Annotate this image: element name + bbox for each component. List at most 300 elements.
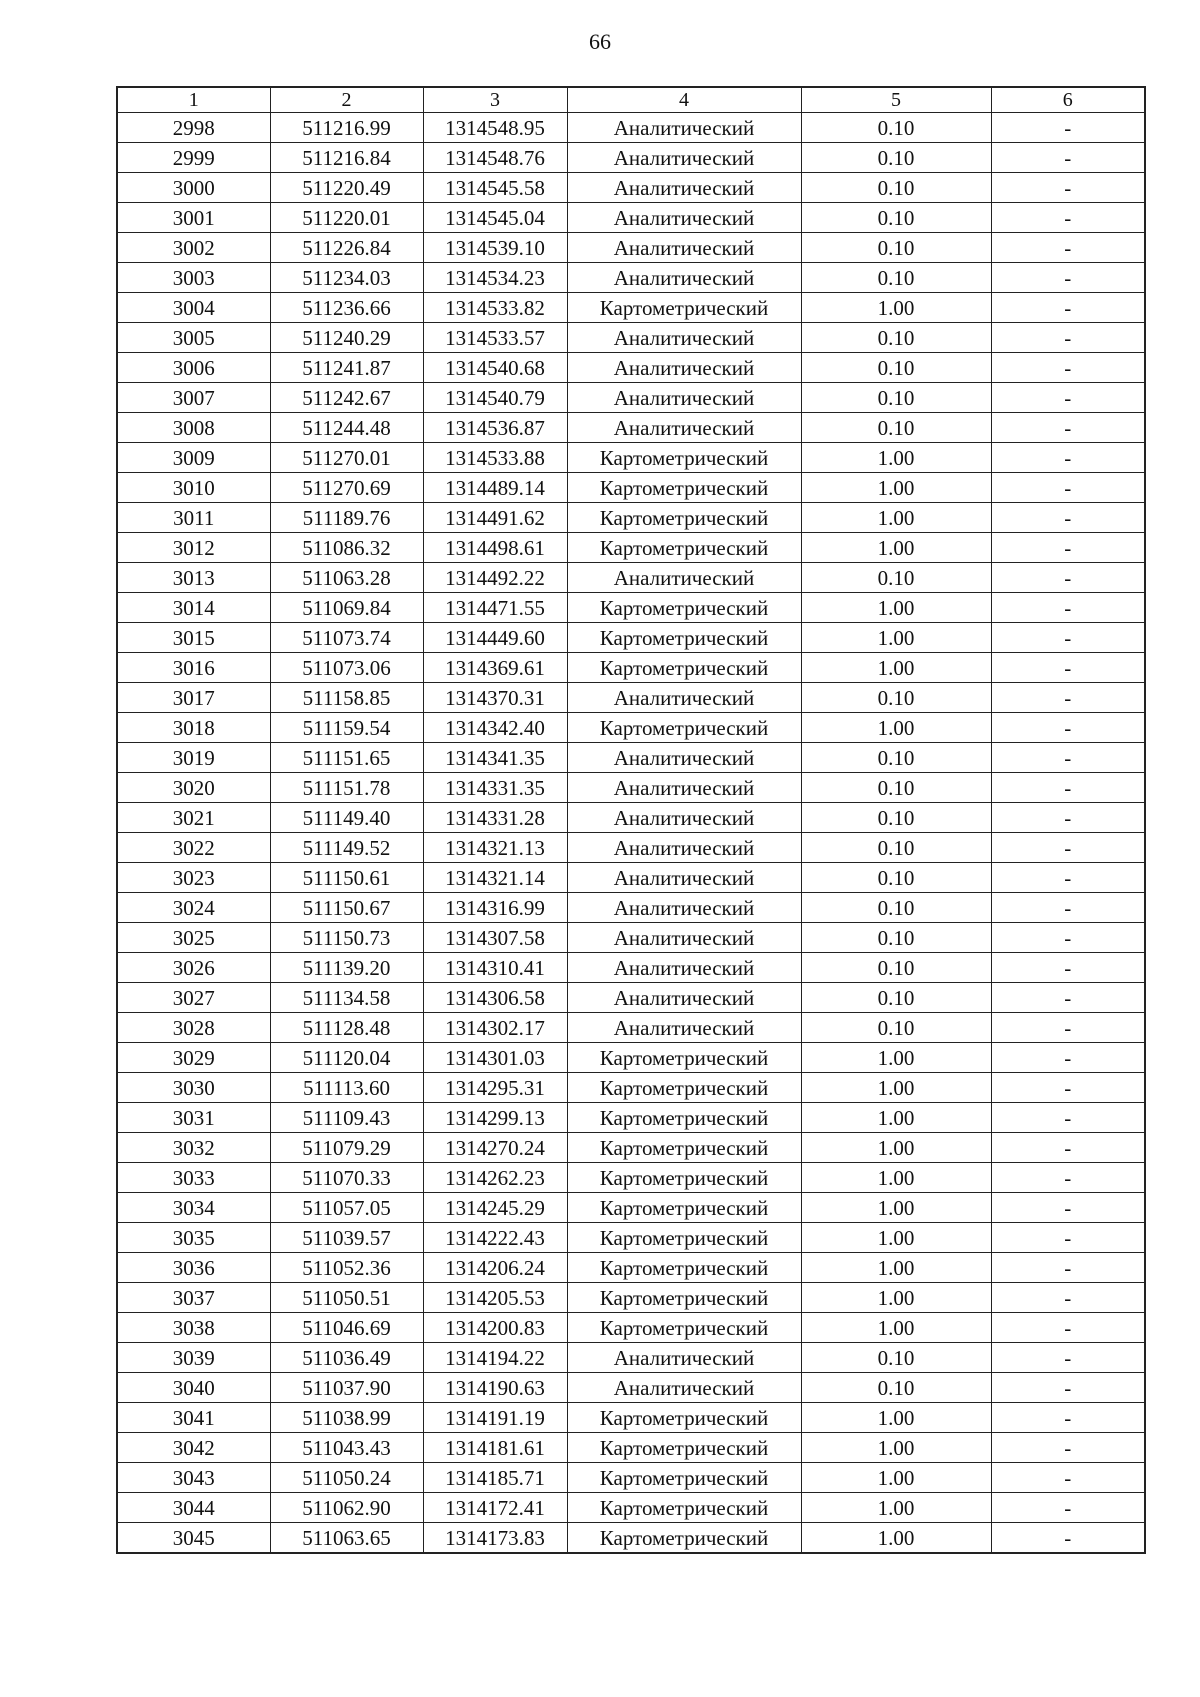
table-cell: 3003 xyxy=(117,263,270,293)
table-row xyxy=(117,413,1145,443)
table-cell: 1314489.14 xyxy=(423,473,567,503)
table-cell: 3006 xyxy=(117,353,270,383)
table-row xyxy=(117,113,1145,143)
table-cell: 0.10 xyxy=(801,983,991,1013)
table-cell: 1314548.95 xyxy=(423,113,567,143)
table-cell: 1.00 xyxy=(801,713,991,743)
table-cell: - xyxy=(991,1013,1145,1043)
table-cell: 1.00 xyxy=(801,1493,991,1523)
table-cell: 511050.24 xyxy=(270,1463,423,1493)
column-header-3: 3 xyxy=(423,87,567,113)
table-cell: 1314545.04 xyxy=(423,203,567,233)
table-cell: 1.00 xyxy=(801,1103,991,1133)
table-row xyxy=(117,1373,1145,1403)
table-cell: 511149.40 xyxy=(270,803,423,833)
table-cell: 1314172.41 xyxy=(423,1493,567,1523)
table-row xyxy=(117,443,1145,473)
table-cell: 1314173.83 xyxy=(423,1523,567,1554)
table-row xyxy=(117,893,1145,923)
table-cell: 511120.04 xyxy=(270,1043,423,1073)
table-cell: - xyxy=(991,113,1145,143)
table-cell: 511240.29 xyxy=(270,323,423,353)
table-cell: 1.00 xyxy=(801,1313,991,1343)
table-cell: 0.10 xyxy=(801,413,991,443)
table-row xyxy=(117,533,1145,563)
table-cell: 3027 xyxy=(117,983,270,1013)
table-cell: - xyxy=(991,1103,1145,1133)
table-cell: Картометрический xyxy=(567,1133,801,1163)
table-row xyxy=(117,1193,1145,1223)
table-cell: 1.00 xyxy=(801,1133,991,1163)
table-cell: Картометрический xyxy=(567,623,801,653)
table-cell: 511038.99 xyxy=(270,1403,423,1433)
table-cell: Картометрический xyxy=(567,1463,801,1493)
table-cell: 1314270.24 xyxy=(423,1133,567,1163)
table-cell: Аналитический xyxy=(567,983,801,1013)
table-cell: 3012 xyxy=(117,533,270,563)
table-cell: Аналитический xyxy=(567,113,801,143)
table-cell: 511073.06 xyxy=(270,653,423,683)
table-cell: Картометрический xyxy=(567,1253,801,1283)
table-cell: 1.00 xyxy=(801,593,991,623)
table-cell: 3033 xyxy=(117,1163,270,1193)
table-cell: 1314536.87 xyxy=(423,413,567,443)
table-row xyxy=(117,143,1145,173)
table-cell: 3044 xyxy=(117,1493,270,1523)
table-cell: 511113.60 xyxy=(270,1073,423,1103)
table-cell: 1.00 xyxy=(801,503,991,533)
table-cell: 1.00 xyxy=(801,653,991,683)
table-cell: - xyxy=(991,773,1145,803)
table-cell: 1314200.83 xyxy=(423,1313,567,1343)
table-cell: 1.00 xyxy=(801,1403,991,1433)
table-cell: 511073.74 xyxy=(270,623,423,653)
table-cell: 3010 xyxy=(117,473,270,503)
table-cell: 1314316.99 xyxy=(423,893,567,923)
table-cell: Аналитический xyxy=(567,1013,801,1043)
table-cell: - xyxy=(991,863,1145,893)
table-cell: Аналитический xyxy=(567,203,801,233)
table-row xyxy=(117,953,1145,983)
table-cell: Аналитический xyxy=(567,263,801,293)
table-cell: 3011 xyxy=(117,503,270,533)
table-cell: 3031 xyxy=(117,1103,270,1133)
table-row xyxy=(117,1013,1145,1043)
table-cell: - xyxy=(991,323,1145,353)
table-row xyxy=(117,803,1145,833)
table-cell: - xyxy=(991,623,1145,653)
table-cell: Картометрический xyxy=(567,1223,801,1253)
table-cell: - xyxy=(991,1343,1145,1373)
table-cell: Картометрический xyxy=(567,533,801,563)
table-cell: 0.10 xyxy=(801,1013,991,1043)
table-cell: 1.00 xyxy=(801,1163,991,1193)
table-cell: 511150.67 xyxy=(270,893,423,923)
table-cell: 511070.33 xyxy=(270,1163,423,1193)
table-cell: 0.10 xyxy=(801,773,991,803)
table-cell: Аналитический xyxy=(567,1343,801,1373)
table-cell: 3015 xyxy=(117,623,270,653)
table-cell: 1314533.57 xyxy=(423,323,567,353)
table-cell: 511149.52 xyxy=(270,833,423,863)
table-cell: 1.00 xyxy=(801,1433,991,1463)
table-row xyxy=(117,1313,1145,1343)
table-cell: 1314498.61 xyxy=(423,533,567,563)
table-cell: 1314302.17 xyxy=(423,1013,567,1043)
table-cell: 3007 xyxy=(117,383,270,413)
table-row xyxy=(117,743,1145,773)
table-row xyxy=(117,233,1145,263)
table-cell: 1.00 xyxy=(801,1283,991,1313)
table-cell: 1.00 xyxy=(801,1193,991,1223)
table-cell: - xyxy=(991,1313,1145,1343)
table-cell: 511242.67 xyxy=(270,383,423,413)
table-cell: 1314548.76 xyxy=(423,143,567,173)
table-cell: 1314301.03 xyxy=(423,1043,567,1073)
table-row xyxy=(117,1103,1145,1133)
table-cell: 1314492.22 xyxy=(423,563,567,593)
table-row xyxy=(117,863,1145,893)
table-cell: 511151.78 xyxy=(270,773,423,803)
table-cell: - xyxy=(991,1163,1145,1193)
table-cell: 1.00 xyxy=(801,443,991,473)
table-cell: Аналитический xyxy=(567,413,801,443)
table-cell: Картометрический xyxy=(567,1403,801,1433)
table-cell: 1314194.22 xyxy=(423,1343,567,1373)
table-cell: Картометрический xyxy=(567,1493,801,1523)
table-cell: 3041 xyxy=(117,1403,270,1433)
table-row xyxy=(117,1463,1145,1493)
table-cell: - xyxy=(991,263,1145,293)
table-cell: - xyxy=(991,833,1145,863)
table-cell: 3016 xyxy=(117,653,270,683)
table-cell: - xyxy=(991,593,1145,623)
table-row xyxy=(117,923,1145,953)
table-cell: 3029 xyxy=(117,1043,270,1073)
table-row xyxy=(117,1523,1145,1554)
table-cell: - xyxy=(991,1523,1145,1554)
table-cell: - xyxy=(991,443,1145,473)
table-cell: - xyxy=(991,1193,1145,1223)
table-cell: 1314533.82 xyxy=(423,293,567,323)
table-cell: 1314185.71 xyxy=(423,1463,567,1493)
table-row xyxy=(117,683,1145,713)
table-cell: 0.10 xyxy=(801,563,991,593)
table-cell: 1314534.23 xyxy=(423,263,567,293)
table-cell: 1314449.60 xyxy=(423,623,567,653)
table-cell: 0.10 xyxy=(801,1343,991,1373)
table-cell: - xyxy=(991,653,1145,683)
table-row xyxy=(117,383,1145,413)
table-row xyxy=(117,1343,1145,1373)
table-row xyxy=(117,1163,1145,1193)
table-cell: 0.10 xyxy=(801,1373,991,1403)
table-cell: 3037 xyxy=(117,1283,270,1313)
column-header-4: 4 xyxy=(567,87,801,113)
table-cell: Картометрический xyxy=(567,1283,801,1313)
table-row xyxy=(117,593,1145,623)
table-cell: 511050.51 xyxy=(270,1283,423,1313)
table-cell: Картометрический xyxy=(567,1193,801,1223)
table-cell: 0.10 xyxy=(801,143,991,173)
table-cell: 0.10 xyxy=(801,923,991,953)
table-cell: 511150.73 xyxy=(270,923,423,953)
table-cell: - xyxy=(991,923,1145,953)
table-cell: 3002 xyxy=(117,233,270,263)
table-cell: 3017 xyxy=(117,683,270,713)
table-cell: Картометрический xyxy=(567,1433,801,1463)
table-cell: - xyxy=(991,1283,1145,1313)
table-cell: 511046.69 xyxy=(270,1313,423,1343)
table-cell: 511039.57 xyxy=(270,1223,423,1253)
table-cell: 3008 xyxy=(117,413,270,443)
table-cell: 3021 xyxy=(117,803,270,833)
table-cell: 3026 xyxy=(117,953,270,983)
table-cell: Аналитический xyxy=(567,233,801,263)
table-cell: 511086.32 xyxy=(270,533,423,563)
table-cell: 3005 xyxy=(117,323,270,353)
table-cell: 1314321.14 xyxy=(423,863,567,893)
table-row xyxy=(117,563,1145,593)
table-cell: Аналитический xyxy=(567,743,801,773)
table-row xyxy=(117,203,1145,233)
table-cell: Аналитический xyxy=(567,923,801,953)
table-cell: 511216.99 xyxy=(270,113,423,143)
table-cell: 3023 xyxy=(117,863,270,893)
table-cell: - xyxy=(991,413,1145,443)
table-cell: 1314190.63 xyxy=(423,1373,567,1403)
table-cell: 1314533.88 xyxy=(423,443,567,473)
table-row xyxy=(117,503,1145,533)
table-cell: Аналитический xyxy=(567,323,801,353)
table-row xyxy=(117,1283,1145,1313)
table-cell: - xyxy=(991,743,1145,773)
table-row xyxy=(117,353,1145,383)
table-cell: - xyxy=(991,953,1145,983)
table-cell: 3028 xyxy=(117,1013,270,1043)
table-cell: 3000 xyxy=(117,173,270,203)
table-cell: 511069.84 xyxy=(270,593,423,623)
table-cell: 0.10 xyxy=(801,893,991,923)
table-cell: 3040 xyxy=(117,1373,270,1403)
table-cell: - xyxy=(991,1043,1145,1073)
table-cell: 511128.48 xyxy=(270,1013,423,1043)
table-cell: Картометрический xyxy=(567,1103,801,1133)
table-cell: 1314370.31 xyxy=(423,683,567,713)
table-cell: 511241.87 xyxy=(270,353,423,383)
table-cell: 0.10 xyxy=(801,263,991,293)
table-cell: Аналитический xyxy=(567,353,801,383)
table-cell: - xyxy=(991,233,1145,263)
table-cell: 3045 xyxy=(117,1523,270,1554)
table-cell: Аналитический xyxy=(567,863,801,893)
table-cell: 1314331.28 xyxy=(423,803,567,833)
table-cell: 511036.49 xyxy=(270,1343,423,1373)
table-cell: 3034 xyxy=(117,1193,270,1223)
table-row xyxy=(117,713,1145,743)
table-cell: 511063.28 xyxy=(270,563,423,593)
table-cell: 2999 xyxy=(117,143,270,173)
table-row xyxy=(117,263,1145,293)
table-cell: 0.10 xyxy=(801,683,991,713)
table-row xyxy=(117,983,1145,1013)
table-cell: 1314206.24 xyxy=(423,1253,567,1283)
table-row xyxy=(117,173,1145,203)
table-cell: 1314191.19 xyxy=(423,1403,567,1433)
table-cell: 3001 xyxy=(117,203,270,233)
table-cell: 0.10 xyxy=(801,203,991,233)
table-cell: 0.10 xyxy=(801,863,991,893)
table-cell: 2998 xyxy=(117,113,270,143)
table-cell: 0.10 xyxy=(801,113,991,143)
table-cell: Аналитический xyxy=(567,683,801,713)
table-cell: 511234.03 xyxy=(270,263,423,293)
table-cell: - xyxy=(991,893,1145,923)
table-cell: 511220.01 xyxy=(270,203,423,233)
table-cell: - xyxy=(991,473,1145,503)
column-header-5: 5 xyxy=(801,87,991,113)
table-cell: 511270.69 xyxy=(270,473,423,503)
table-cell: 3030 xyxy=(117,1073,270,1103)
table-row xyxy=(117,1043,1145,1073)
table-cell: 1314295.31 xyxy=(423,1073,567,1103)
table-cell: 0.10 xyxy=(801,233,991,263)
table-row xyxy=(117,1403,1145,1433)
table-cell: Картометрический xyxy=(567,1313,801,1343)
table-row xyxy=(117,293,1145,323)
table-cell: Картометрический xyxy=(567,473,801,503)
table-cell: 1.00 xyxy=(801,1253,991,1283)
table-cell: - xyxy=(991,1403,1145,1433)
table-cell: - xyxy=(991,203,1145,233)
table-cell: 1.00 xyxy=(801,1073,991,1103)
table-cell: 511216.84 xyxy=(270,143,423,173)
table-cell: 0.10 xyxy=(801,743,991,773)
table-cell: - xyxy=(991,1133,1145,1163)
table-cell: 1314306.58 xyxy=(423,983,567,1013)
table-cell: 1.00 xyxy=(801,533,991,563)
table-cell: Картометрический xyxy=(567,1523,801,1554)
table-cell: 1.00 xyxy=(801,293,991,323)
table-cell: 1314341.35 xyxy=(423,743,567,773)
table-cell: 0.10 xyxy=(801,383,991,413)
column-header-1: 1 xyxy=(117,87,270,113)
table-cell: Картометрический xyxy=(567,293,801,323)
table-cell: 1314491.62 xyxy=(423,503,567,533)
table-cell: Картометрический xyxy=(567,1043,801,1073)
table-cell: 511226.84 xyxy=(270,233,423,263)
table-header-row xyxy=(117,87,1145,113)
table-cell: - xyxy=(991,1463,1145,1493)
table-cell: Картометрический xyxy=(567,1073,801,1103)
table-row xyxy=(117,773,1145,803)
table-cell: - xyxy=(991,293,1145,323)
table-cell: Аналитический xyxy=(567,143,801,173)
table-cell: 1.00 xyxy=(801,1463,991,1493)
table-row xyxy=(117,1433,1145,1463)
table-cell: Аналитический xyxy=(567,383,801,413)
table-cell: 511270.01 xyxy=(270,443,423,473)
table-cell: Аналитический xyxy=(567,803,801,833)
table-cell: Аналитический xyxy=(567,563,801,593)
table-cell: 511236.66 xyxy=(270,293,423,323)
table-cell: - xyxy=(991,1373,1145,1403)
table-cell: 3032 xyxy=(117,1133,270,1163)
table-cell: 1.00 xyxy=(801,473,991,503)
table-cell: 3024 xyxy=(117,893,270,923)
table-cell: 511151.65 xyxy=(270,743,423,773)
table-cell: 1314539.10 xyxy=(423,233,567,263)
table-cell: 3013 xyxy=(117,563,270,593)
table-row xyxy=(117,833,1145,863)
table-cell: - xyxy=(991,383,1145,413)
table-cell: 0.10 xyxy=(801,803,991,833)
table-cell: 511052.36 xyxy=(270,1253,423,1283)
table-cell: 1314342.40 xyxy=(423,713,567,743)
table-cell: - xyxy=(991,533,1145,563)
table-cell: Аналитический xyxy=(567,953,801,983)
table-cell: 3043 xyxy=(117,1463,270,1493)
table-cell: 1314471.55 xyxy=(423,593,567,623)
table-cell: - xyxy=(991,173,1145,203)
table-row xyxy=(117,1133,1145,1163)
table-cell: 1314310.41 xyxy=(423,953,567,983)
table-cell: - xyxy=(991,683,1145,713)
table-cell: - xyxy=(991,1073,1145,1103)
table-cell: 3025 xyxy=(117,923,270,953)
table-cell: 3039 xyxy=(117,1343,270,1373)
table-cell: 511244.48 xyxy=(270,413,423,443)
table-cell: Аналитический xyxy=(567,173,801,203)
table-row xyxy=(117,1073,1145,1103)
table-cell: 3019 xyxy=(117,743,270,773)
table-cell: - xyxy=(991,353,1145,383)
table-cell: - xyxy=(991,1253,1145,1283)
table-cell: 511139.20 xyxy=(270,953,423,983)
table-cell: - xyxy=(991,983,1145,1013)
table-cell: - xyxy=(991,1223,1145,1253)
table-cell: 1314222.43 xyxy=(423,1223,567,1253)
table-cell: Аналитический xyxy=(567,833,801,863)
table-cell: Картометрический xyxy=(567,713,801,743)
table-cell: Картометрический xyxy=(567,653,801,683)
table-cell: 1314245.29 xyxy=(423,1193,567,1223)
page-number: 66 xyxy=(589,29,611,54)
table-cell: 1314540.79 xyxy=(423,383,567,413)
table-cell: Картометрический xyxy=(567,593,801,623)
table-cell: 1314369.61 xyxy=(423,653,567,683)
table-cell: - xyxy=(991,1433,1145,1463)
table-cell: 1314181.61 xyxy=(423,1433,567,1463)
table-cell: 3038 xyxy=(117,1313,270,1343)
table-cell: 1314545.58 xyxy=(423,173,567,203)
table-row xyxy=(117,323,1145,353)
table-cell: 1.00 xyxy=(801,1223,991,1253)
table-cell: 1314262.23 xyxy=(423,1163,567,1193)
table-cell: 1314307.58 xyxy=(423,923,567,953)
table-cell: 1314331.35 xyxy=(423,773,567,803)
table-row xyxy=(117,623,1145,653)
table-cell: 511189.76 xyxy=(270,503,423,533)
table-row xyxy=(117,1223,1145,1253)
table-cell: 3009 xyxy=(117,443,270,473)
table-cell: Аналитический xyxy=(567,893,801,923)
table-cell: 3022 xyxy=(117,833,270,863)
table-cell: 0.10 xyxy=(801,833,991,863)
table-body xyxy=(117,113,1145,1554)
table-cell: - xyxy=(991,503,1145,533)
table-cell: - xyxy=(991,1493,1145,1523)
